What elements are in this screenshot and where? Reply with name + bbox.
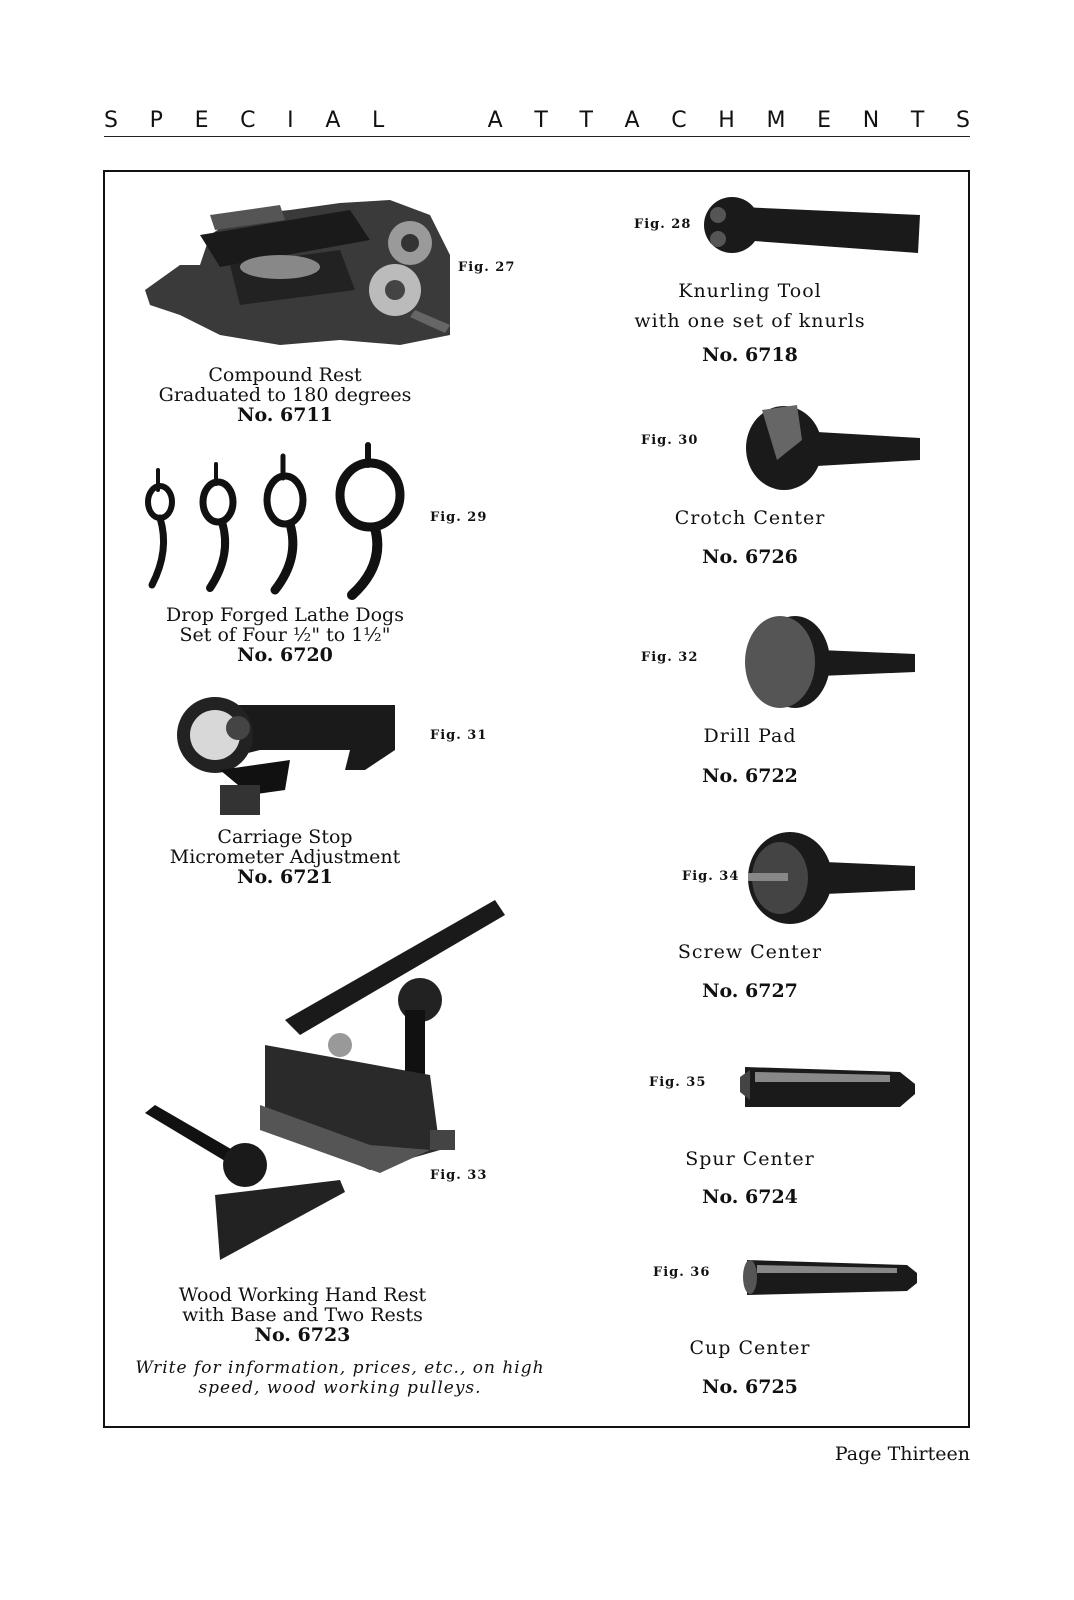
heading-letter: T — [579, 107, 593, 133]
page-number: Page Thirteen — [834, 1443, 970, 1465]
heading-letter: P — [149, 107, 163, 133]
item-caption — [140, 827, 430, 887]
item-number: No. 6726 — [702, 546, 798, 568]
heading-letter: A — [487, 107, 503, 133]
item-name: Crotch Center — [674, 507, 826, 529]
heading-letter: L — [372, 107, 385, 133]
fig-label: Fig. 29 — [430, 510, 488, 525]
knurling-tool-illustration — [700, 195, 925, 260]
item-number: No. 6720 — [237, 644, 333, 666]
item-number: No. 6722 — [702, 765, 798, 787]
item-name: Compound Rest — [208, 364, 362, 386]
item-name: Wood Working Hand Rest — [178, 1284, 427, 1306]
hand-rest-illustration — [140, 895, 510, 1270]
item-name: Cup Center — [689, 1337, 811, 1359]
heading-letter: T — [910, 107, 925, 133]
heading-letter: M — [766, 107, 786, 133]
heading-letter: C — [240, 107, 256, 133]
heading-letter: N — [862, 107, 880, 133]
item-number: No. 6718 — [702, 344, 798, 366]
note-line: Write for information, prices, etc., on high — [135, 1358, 545, 1378]
fig-label: Fig. 32 — [641, 650, 699, 665]
heading-letter: S — [104, 107, 118, 133]
item-caption — [140, 605, 430, 665]
fig-label: Fig. 28 — [634, 217, 692, 232]
heading-letter: C — [671, 107, 687, 133]
fig-label: Fig. 36 — [653, 1265, 711, 1280]
item-name: Knurling Tool — [678, 280, 822, 302]
item-number: No. 6724 — [702, 1186, 798, 1208]
item-number: No. 6721 — [237, 866, 333, 888]
item-name: Drill Pad — [703, 725, 797, 747]
item-name: Carriage Stop — [217, 826, 353, 848]
heading-rule — [104, 136, 970, 137]
item-caption — [140, 1285, 465, 1345]
heading-letter: E — [194, 107, 209, 133]
page-heading — [104, 100, 970, 140]
item-caption — [140, 365, 430, 425]
item-number: No. 6727 — [702, 980, 798, 1002]
item-description: with Base and Two Rests — [182, 1304, 423, 1326]
heading-letter: A — [325, 107, 341, 133]
lathe-dogs-illustration — [140, 440, 420, 600]
fig-label: Fig. 30 — [641, 433, 699, 448]
heading-letter: T — [534, 107, 548, 133]
item-description: Graduated to 180 degrees — [158, 384, 412, 406]
item-name: Drop Forged Lathe Dogs — [166, 604, 404, 626]
heading-letter: I — [287, 107, 294, 133]
drill-pad-illustration — [740, 612, 925, 712]
heading-letter: A — [624, 107, 640, 133]
item-description: with one set of knurls — [634, 310, 866, 332]
item-description: Set of Four ½" to 1½" — [179, 624, 391, 646]
item-name: Screw Center — [677, 941, 823, 963]
compound-rest-illustration — [140, 195, 460, 355]
fig-label: Fig. 35 — [649, 1075, 707, 1090]
information-note — [130, 1358, 550, 1398]
spur-center-illustration — [740, 1062, 920, 1112]
crotch-center-illustration — [742, 400, 927, 495]
cup-center-illustration — [742, 1255, 922, 1300]
item-number: No. 6725 — [702, 1376, 798, 1398]
fig-label: Fig. 34 — [682, 869, 740, 884]
fig-label: Fig. 27 — [458, 260, 516, 275]
item-name: Spur Center — [685, 1148, 815, 1170]
heading-letter: E — [817, 107, 832, 133]
note-line: speed, wood working pulleys. — [198, 1378, 482, 1398]
carriage-stop-illustration — [170, 690, 410, 825]
item-number: No. 6711 — [237, 404, 333, 426]
fig-label: Fig. 31 — [430, 728, 488, 743]
heading-letter: H — [718, 107, 735, 133]
item-number: No. 6723 — [254, 1324, 351, 1346]
item-description: Micrometer Adjustment — [169, 846, 401, 868]
fig-label: Fig. 33 — [430, 1168, 488, 1183]
heading-letter: S — [955, 107, 970, 133]
screw-center-illustration — [740, 828, 925, 928]
